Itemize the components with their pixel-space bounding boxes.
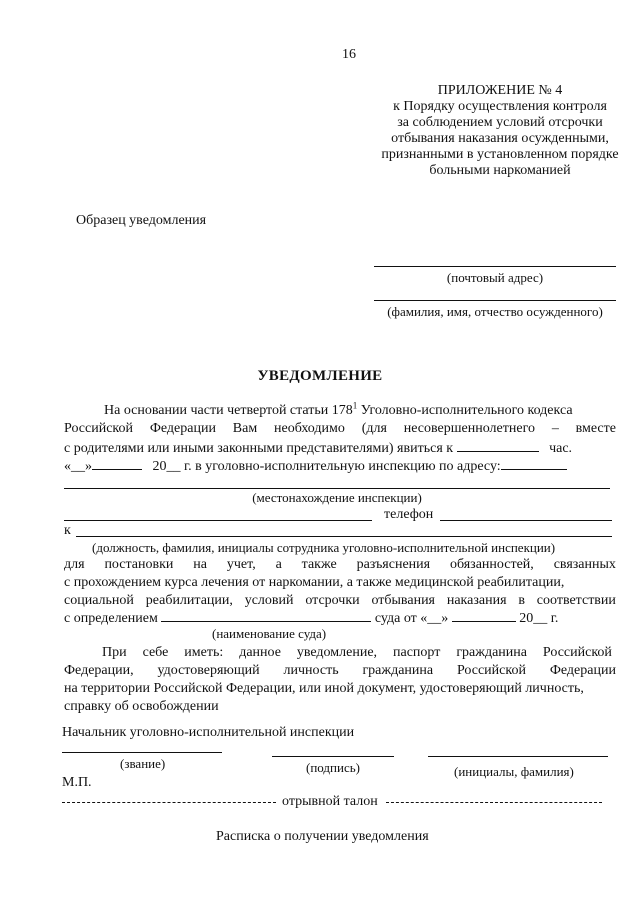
tear-off-dash-right [386, 802, 602, 803]
word: Федерации, [64, 663, 134, 678]
word: наказания [446, 593, 507, 608]
officer-line [76, 536, 612, 537]
word: гражданина [456, 645, 527, 660]
inspection-caption: (местонахождение инспекции) [252, 490, 422, 505]
body-line-10 [64, 662, 616, 680]
word: необходимо [274, 421, 345, 436]
phone-label: телефон [384, 507, 434, 522]
address-line [374, 266, 616, 267]
initials-caption: (инициалы, фамилия) [454, 764, 574, 779]
body-line-2 [64, 420, 616, 438]
body-line-1 [104, 402, 573, 420]
inspection-address-line [64, 488, 610, 489]
word: постановки [104, 557, 174, 572]
date-day: «__» [64, 459, 92, 474]
word: Федерации [549, 663, 616, 678]
appendix-title: ПРИЛОЖЕНИЕ № 4 [437, 83, 563, 98]
hour-label: час. [549, 441, 573, 456]
word: обязанностей, [449, 557, 534, 572]
receipt-title: Расписка о получении уведомления [216, 829, 429, 844]
sample-label: Образец уведомления [76, 213, 207, 228]
date-month-blank [92, 456, 142, 470]
word: отсрочки [305, 593, 360, 608]
word: (для [361, 421, 387, 436]
word: гражданина [362, 663, 434, 678]
court-caption: (наименование суда) [212, 626, 327, 641]
address-caption: (почтовый адрес) [446, 270, 544, 285]
body-line-8 [64, 608, 558, 628]
rank-caption: (звание) [120, 756, 166, 771]
court-month-blank [452, 608, 516, 622]
seal-label: М.П. [62, 775, 92, 790]
body-line-3 [64, 438, 572, 458]
head-label: Начальник уголовно-исполнительной инспекции [62, 725, 355, 740]
body-line-3-text: с родителями или иными законными представителями) явиться к [64, 441, 454, 456]
appendix-line-3: отбывания наказания осужденными, [391, 131, 609, 146]
word: удостоверяющий [157, 663, 260, 678]
hour-blank [457, 438, 539, 452]
word: также [301, 557, 337, 572]
body-line-9 [102, 644, 612, 662]
phone-line [440, 520, 612, 521]
body-line-1-a: На основании части четвертой статьи 178 [104, 403, 353, 418]
k-label: к [64, 523, 71, 538]
appendix-line-4: признанными в установленном порядке [381, 147, 619, 162]
word: Вам [232, 421, 258, 436]
court-blank [161, 608, 371, 622]
word: на [193, 557, 207, 572]
word: уведомление, [296, 645, 378, 660]
word: личность [283, 663, 339, 678]
word: условий [244, 593, 294, 608]
word: паспорт [393, 645, 441, 660]
word: иметь: [184, 645, 224, 660]
word: социальной [64, 593, 134, 608]
word: для [64, 557, 85, 572]
word: несовершеннолетнего [403, 421, 535, 436]
tear-off-dash-left [62, 802, 276, 803]
word: в [518, 593, 525, 608]
word: данное [239, 645, 281, 660]
body-line-5 [64, 556, 616, 574]
body-line-4-text: 20__ г. в уголовно-исполнительную инспекцию по адресу: [152, 459, 501, 474]
appendix-line-2: за соблюдением условий отсрочки [397, 115, 603, 130]
appendix-line-1: к Порядку осуществления контроля [393, 99, 607, 114]
body-line-12: справку об освобождении [64, 699, 219, 714]
word: отбывания [371, 593, 435, 608]
court-year: 20__ г. [519, 611, 559, 626]
page-number: 16 [342, 47, 356, 62]
word: реабилитации, [145, 593, 233, 608]
initials-line [428, 756, 608, 757]
word: Российской [64, 421, 133, 436]
notice-title: УВЕДОМЛЕНИЕ [257, 368, 383, 384]
body-line-4 [64, 456, 567, 476]
word: Федерации [149, 421, 216, 436]
court-date-label: суда от «__» [374, 611, 449, 626]
tear-off-label: отрывной талон [282, 794, 378, 809]
address-blank [501, 456, 567, 470]
rank-line [62, 752, 222, 753]
name-caption: (фамилия, имя, отчество осужденного) [387, 304, 603, 319]
inspection-name-line [64, 520, 372, 521]
word: соответствии [536, 593, 616, 608]
body-line-6: с прохождением курса лечения от наркомании, а также медицинской реабилитации, [64, 575, 565, 590]
sign-caption: (подпись) [306, 760, 360, 775]
word: а [275, 557, 282, 572]
word: себе [142, 645, 169, 660]
word: При [102, 645, 127, 660]
body-line-1-b: Уголовно-исполнительного кодекса [357, 403, 573, 418]
word: вместе [575, 421, 616, 436]
sign-line [272, 756, 394, 757]
name-line [374, 300, 616, 301]
word: Российской [542, 645, 612, 660]
appendix-line-5: больными наркоманией [429, 163, 571, 178]
determination-label: с определением [64, 611, 158, 626]
body-line-11: на территории Российской Федерации, или иной документ, удостоверяющий личность, [64, 681, 584, 696]
word: – [551, 421, 559, 436]
word: учет, [226, 557, 256, 572]
word: разъяснения [356, 557, 431, 572]
word: Российской [456, 663, 526, 678]
article-superscript: 1 [352, 400, 358, 411]
officer-caption: (должность, фамилия, инициалы сотрудника уголовно-исполнительной инспекции) [92, 540, 556, 555]
word: связанных [553, 557, 616, 572]
